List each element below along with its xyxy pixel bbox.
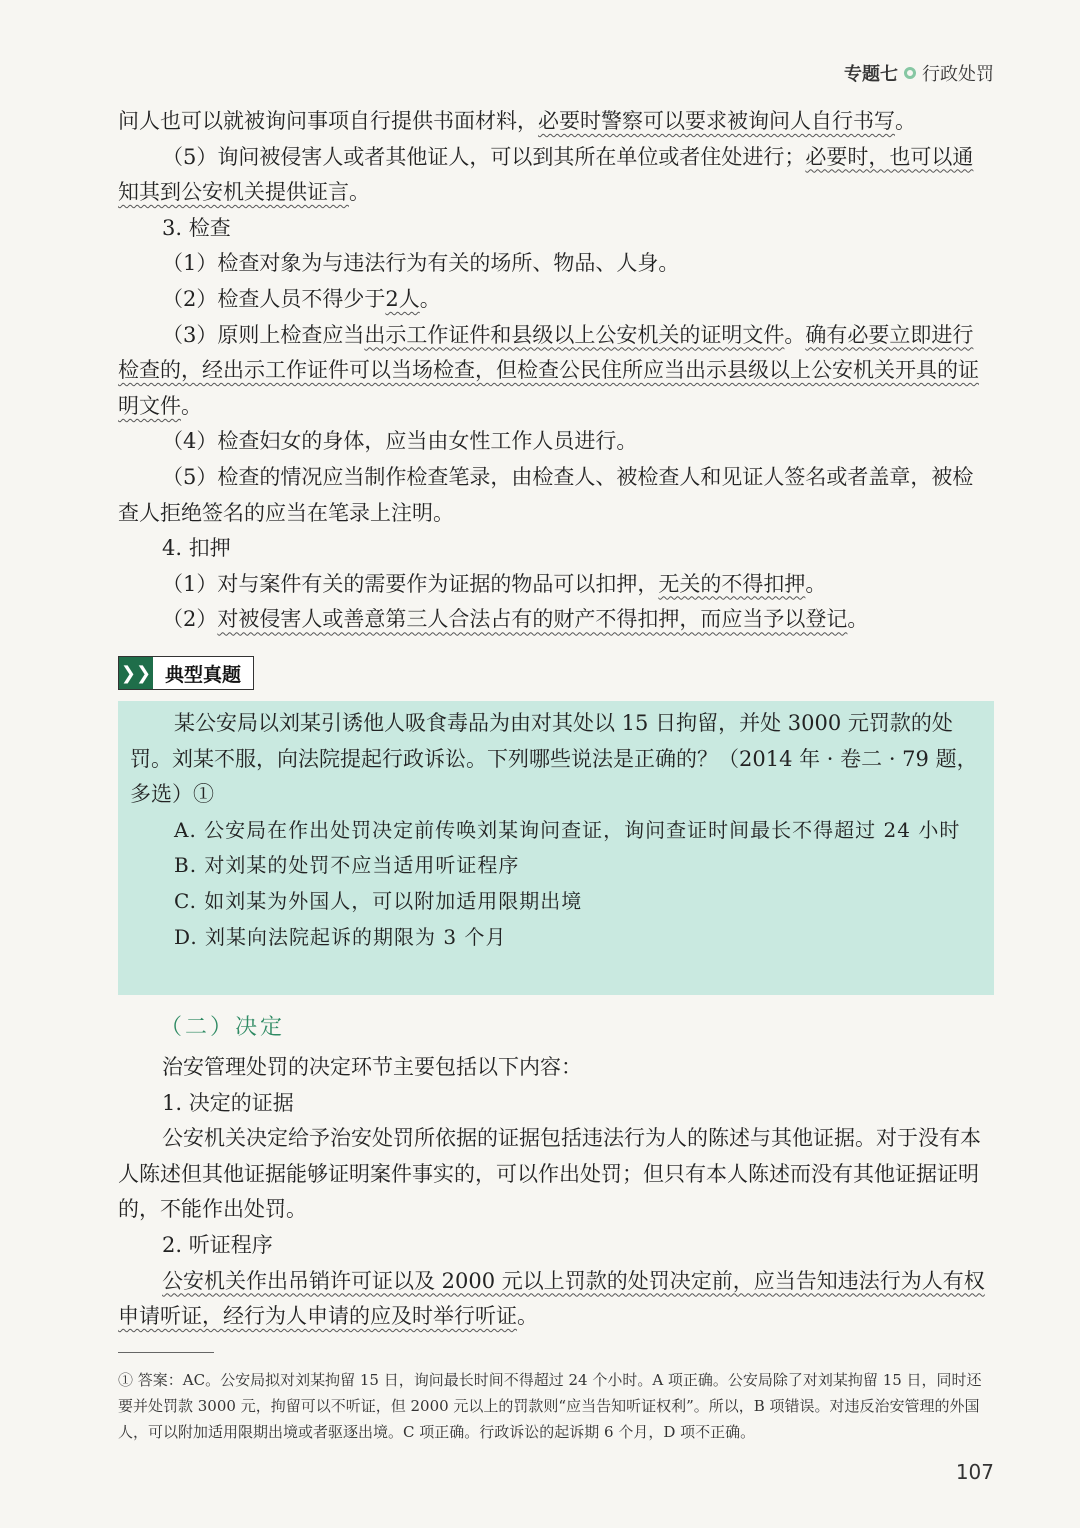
running-header — [844, 60, 994, 86]
heading-seizure: 4. 扣押 — [162, 536, 231, 561]
inspection-1: （1）检查对象为与违法行为有关的场所、物品、人身。 — [162, 251, 680, 276]
double-chevron-icon: ❯❯ — [119, 657, 153, 689]
header-topic: 专题七 — [844, 64, 898, 85]
heading-inspection: 3. 检查 — [162, 215, 231, 240]
paragraph-continuation: 问人也可以就被询问事项自行提供书面材料，必要时警察可以要求被询问人自行书写。 — [118, 109, 916, 133]
top-text-block — [118, 104, 994, 638]
heading-evidence: 1. 决定的证据 — [162, 1090, 294, 1115]
typical-question-tag — [118, 656, 254, 690]
inspection-4: （4）检查妇女的身体，应当由女性工作人员进行。 — [162, 429, 638, 454]
decision-intro: 治安管理处罚的决定环节主要包括以下内容： — [162, 1055, 582, 1079]
circle-bullet-icon — [904, 67, 916, 79]
inspection-2: （2）检查人员不得少于2人。 — [162, 286, 441, 311]
seizure-2: （2）对被侵害人或善意第三人合法占有的财产不得扣押，而应当予以登记。 — [162, 607, 869, 632]
tag-label: 典型真题 — [165, 663, 242, 686]
header-title: 行政处罚 — [922, 64, 994, 85]
seizure-1: （1）对与案件有关的需要作为证据的物品可以扣押，无关的不得扣押。 — [162, 571, 827, 596]
hearing-paragraph: 公安机关作出吊销许可证以及 2000 元以上罚款的处罚决定前，应当告知违法行为人有权申请听证，经行为人申请的应及时举行听证。 — [118, 1268, 985, 1329]
option-a: A. 公安局在作出处罚决定前传唤刘某询问查证，询问查证时间最长不得超过 24 小时 — [174, 817, 961, 842]
question-stem: 某公安局以刘某引诱他人吸食毒品为由对其处以 15 日拘留，并处 3000 元罚款的处罚。刘某不服，向法院提起行政诉讼。下列哪些说法是正确的？（2014 年 · 卷二 · 79 题，多选）① — [130, 711, 978, 807]
option-d: D. 刘某向法院起诉的期限为 3 个月 — [174, 924, 507, 949]
paragraph-5: （5）询问被侵害人或者其他证人，可以到其所在单位或者住处进行；必要时，也可以通知其到公安机关提供证言。 — [118, 144, 974, 205]
inspection-5: （5）检查的情况应当制作检查笔录，由检查人、被检查人和见证人签名或者盖章，被检查人拒绝签名的应当在笔录上注明。 — [118, 464, 974, 525]
heading-hearing: 2. 听证程序 — [162, 1232, 273, 1257]
section-title-decision: （二）决定 — [160, 1015, 286, 1040]
inspection-3: （3）原则上检查应当出示工作证件和县级以上公安机关的证明文件。确有必要立即进行检查的，经出示工作证件可以当场检查，但检查公民住所应当出示县级以上公安机关开具的证明文件。 — [118, 322, 979, 418]
question-box — [118, 701, 994, 995]
evidence-paragraph: 公安机关决定给予治安处罚所依据的证据包括违法行为人的陈述与其他证据。对于没有本人陈述但其他证据能够证明案件事实的，可以作出处罚；但只有本人陈述而没有其他证据证明的，不能作出处罚。 — [118, 1126, 981, 1222]
footnote-divider — [118, 1352, 214, 1353]
footnote: ① 答案：AC。公安局拟对刘某拘留 15 日，询问最长时间不得超过 24 个小时。A 项正确。公安局除了对刘某拘留 15 日，同时还要并处罚款 3000 元，拘留可以不听证，但 2000 元以上的罚款则“应当告知听证权利”。所以，B 项错误。对违反治安管理的外国人，可以附加适用限期出境或者驱逐出境。C 项正确。行政诉讼的起诉期 6 个月，D 项不正确。 — [118, 1371, 982, 1441]
option-c: C. 如刘某为外国人，可以附加适用限期出境 — [174, 888, 583, 913]
decision-text-block — [118, 1050, 994, 1335]
option-b: B. 对刘某的处罚不应当适用听证程序 — [174, 853, 520, 878]
page-number: 107 — [955, 1460, 994, 1484]
